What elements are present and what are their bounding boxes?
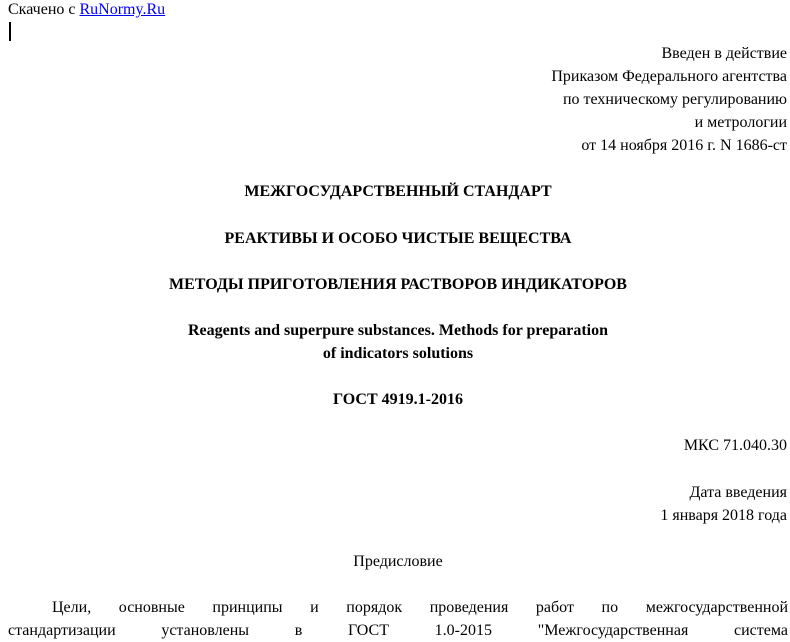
- preface-line-1: Цели, основные принципы и порядок проведения работ по межгосударственной: [52, 599, 788, 616]
- download-source: [8, 0, 165, 21]
- runormy-link[interactable]: RuNormy.Ru: [79, 1, 166, 18]
- intro-date-label: Дата введения: [689, 484, 787, 501]
- standard-kind: МЕЖГОСУДАРСТВЕННЫЙ СТАНДАРТ: [244, 183, 552, 200]
- enactment-line-3: по техническому регулированию: [562, 91, 787, 108]
- enactment-line-4: и метрологии: [694, 114, 787, 131]
- enactment-line-5: от 14 ноября 2016 г. N 1686-ст: [581, 137, 787, 154]
- standard-number: ГОСТ 4919.1-2016: [333, 391, 463, 408]
- english-title-line-2: of indicators solutions: [322, 345, 474, 362]
- enactment-line-2: Приказом Федерального агентства: [551, 68, 787, 85]
- intro-date-value: 1 января 2018 года: [660, 507, 787, 524]
- enactment-line-1: Введен в действие: [661, 45, 787, 62]
- preface-paragraph: [8, 596, 788, 642]
- download-prefix: Скачено с: [8, 1, 80, 18]
- mks-code: МКС 71.040.30: [683, 437, 787, 454]
- preface-heading: Предисловие: [353, 553, 443, 570]
- title-line-1: РЕАКТИВЫ И ОСОБО ЧИСТЫЕ ВЕЩЕСТВА: [224, 230, 572, 247]
- english-title-line-1: Reagents and superpure substances. Methods for preparation: [187, 322, 609, 339]
- preface-line-2: стандартизации установлены в ГОСТ 1.0-2015 "Межгосударственная система: [8, 622, 788, 639]
- text-cursor: [9, 22, 11, 41]
- title-line-2: МЕТОДЫ ПРИГОТОВЛЕНИЯ РАСТВОРОВ ИНДИКАТОРОВ: [169, 276, 627, 293]
